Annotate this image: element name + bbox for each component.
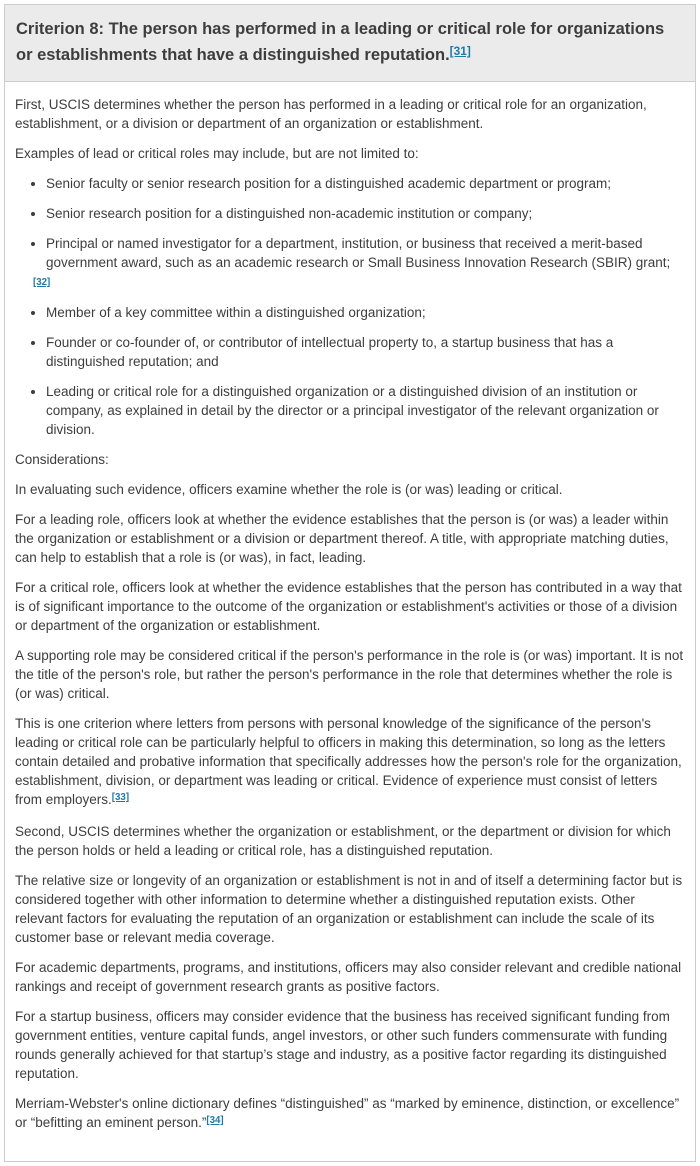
list-item-senior-research: • Senior research position for a distinguished non-academic institution or company;: [46, 204, 685, 223]
criterion-panel: [4, 4, 696, 1162]
footnote-link-32[interactable]: [32]: [33, 277, 51, 289]
footnote-link-34[interactable]: [34]: [206, 1115, 224, 1127]
criterion-body: [5, 82, 695, 1161]
paragraph-critical-role: For a critical role, officers look at whether the evidence establishes that the person has contributed in a way that is of significant importance to the outcome of the organization or establishment's activities or those of a division or department of the organization or establishment.: [15, 580, 682, 634]
paragraph-second-determination: Second, USCIS determines whether the organization or establishment, or the department or division for which the person holds or held a leading or critical role, has a distinguished reputation.: [15, 824, 671, 859]
list-item-text: Principal or named investigator for a department, institution, or business that received a merit-based government award, such as an academic research or Small Business Innovation Research (SBIR) grant;: [46, 236, 671, 271]
paragraph-academic-departments: For academic departments, programs, and institutions, officers may also consider relevant and credible national rankings and receipt of government research grants as positive factors.: [15, 960, 682, 995]
list-item-leading-critical-role: • Leading or critical role for a distinguished organization or a distinguished division of an institution or company, as explained in detail by the director or a principal investigator of the relevant organization or division.: [46, 382, 685, 439]
list-item-senior-faculty: • Senior faculty or senior research position for a distinguished academic department or program;: [46, 174, 685, 193]
paragraph-evaluating-evidence: In evaluating such evidence, officers examine whether the role is (or was) leading or critical.: [15, 482, 563, 498]
paragraph-examples-intro: Examples of lead or critical roles may include, but are not limited to:: [15, 146, 419, 162]
paragraph-letters-text: This is one criterion where letters from persons with personal knowledge of the significance of the person's leading or critical role can be particularly helpful to officers in making this determination, so long as the letters contain detailed and probative information that specifically addresses how the person's role for the organization, establishment, division, or department was leading or critical. Evidence of experience must consist of letters from employers.: [15, 716, 682, 808]
list-item-principal-investigator: [33, 234, 685, 292]
paragraph-dictionary-text: Merriam-Webster's online dictionary defines “distinguished” as “marked by eminence, distinction, or excellence” or “befitting an eminent person.”: [15, 1096, 680, 1131]
list-item-key-committee: • Member of a key committee within a distinguished organization;: [46, 303, 685, 322]
paragraph-letters: [15, 714, 685, 811]
examples-list: [15, 174, 685, 439]
footnote-link-33[interactable]: [33]: [111, 792, 130, 804]
paragraph-dictionary-definition: [15, 1094, 685, 1134]
criterion-title-text: Criterion 8: The person has performed in a leading or critical role for organizations or establishments that have a distinguished reputation.: [16, 20, 665, 64]
paragraph-leading-role: For a leading role, officers look at whether the evidence establishes that the person is (or was) a leader within the organization or establishment or a division or department thereof. A title, with appropriate matching duties, can help to establish that a role is (or was), in fact, leading.: [15, 512, 669, 566]
criterion-header: [5, 5, 695, 82]
paragraph-first-determination: First, USCIS determines whether the person has performed in a leading or critical role for an organization, establishment, or a division or department of an organization or establishment.: [15, 97, 647, 132]
paragraph-relative-size: The relative size or longevity of an organization or establishment is not in and of itself a determining factor but is considered together with other information to determine whether a distinguished reputation exists. Other relevant factors for evaluating the reputation of an organization or establishment can include the scale of its customer base or relevant media coverage.: [15, 873, 683, 946]
paragraph-considerations-label: Considerations:: [15, 452, 109, 468]
paragraph-startup-business: For a startup business, officers may consider evidence that the business has received significant funding from government entities, venture capital funds, angel investors, or other such funders commensurate with funding rounds generally achieved for that startup’s stage and industry, as a positive factor regarding its distinguished reputation.: [15, 1009, 670, 1082]
paragraph-supporting-role: A supporting role may be considered critical if the person's performance in the role is (or was) important. It is not the title of the person's role, but rather the person's performance in the role that determines whether the role is (or was) critical.: [15, 648, 684, 702]
page-title: [16, 17, 684, 68]
footnote-link-31[interactable]: [31]: [449, 43, 471, 58]
list-item-founder: • Founder or co-founder of, or contributor of intellectual property to, a startup business that has a distinguished reputation; and: [46, 333, 685, 371]
